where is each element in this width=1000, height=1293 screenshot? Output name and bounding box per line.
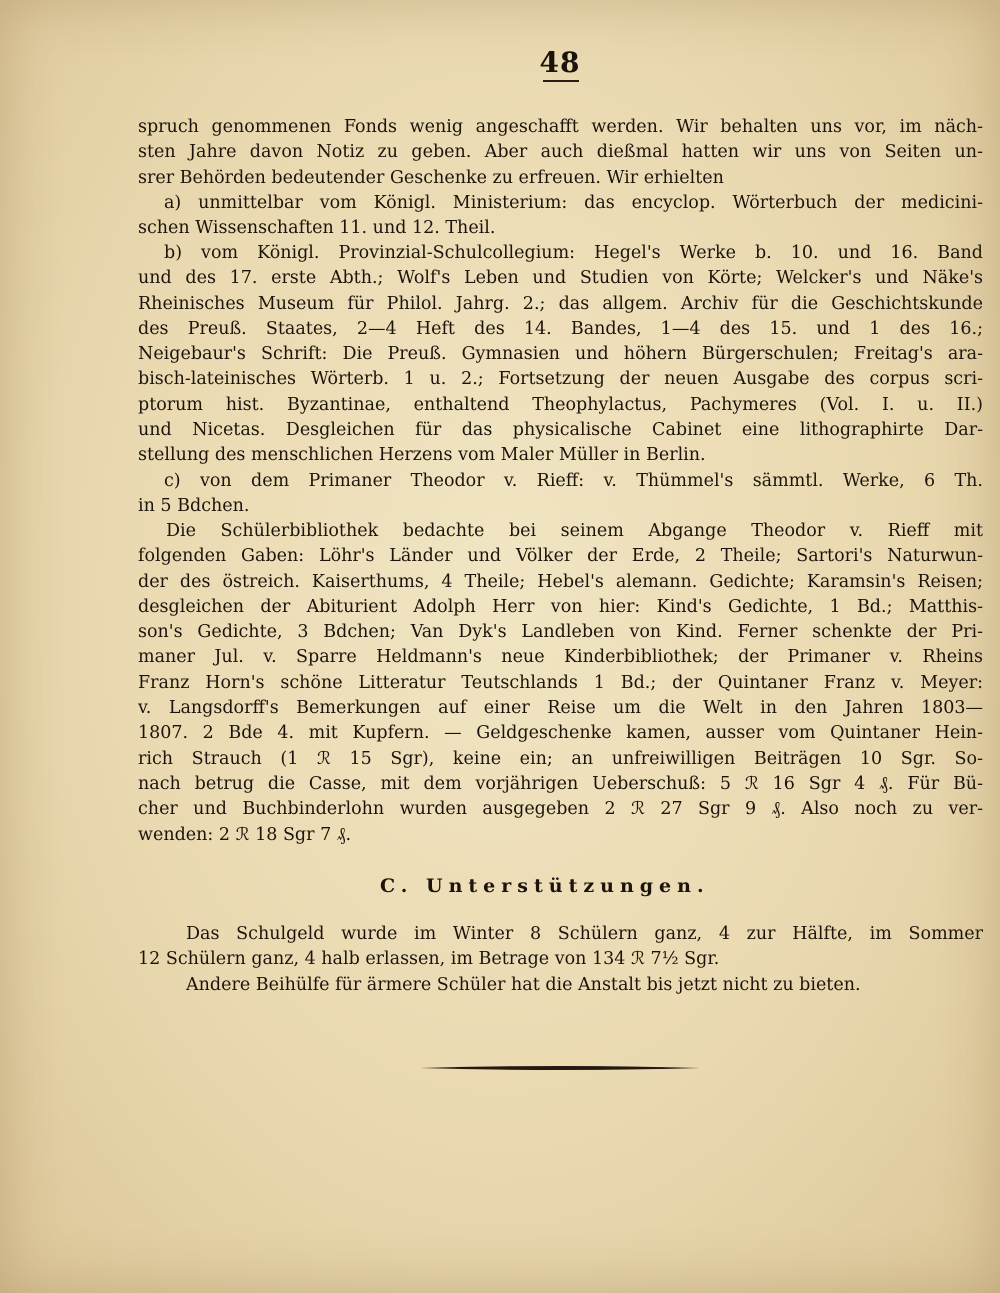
support-paragraph	[138, 922, 983, 998]
text-line: und Nicetas. Desgleichen für das physicalische Cabinet eine lithographirte Dar-	[138, 420, 983, 441]
text-line: Rheinisches Museum für Philol. Jahrg. 2.; das allgem. Archiv für die Geschichtskunde	[138, 293, 983, 314]
text-line: 1807. 2 Bde 4. mit Kupfern. — Geldgeschenke kamen, ausser vom Quintaner Hein-	[138, 723, 983, 744]
text-line: cher und Buchbinderlohn wurden ausgegeben 2 ℛ 27 Sgr 9 ₰. Also noch zu ver-	[138, 799, 983, 820]
text-line: rich Strauch (1 ℛ 15 Sgr), keine ein; an unfreiwilligen Beiträgen 10 Sgr. So-	[138, 748, 983, 769]
closing-rule	[420, 1064, 700, 1072]
library-paragraph	[138, 519, 983, 848]
text-line: c) von dem Primaner Theodor v. Rieff: v. Thümmel's sämmtl. Werke, 6 Th.	[164, 471, 983, 491]
text-line: v. Langsdorff's Bemerkungen auf einer Reise um die Welt in den Jahren 1803—	[138, 698, 983, 719]
text-line: desgleichen der Abiturient Adolph Herr von hier: Kind's Gedichte, 1 Bd.; Matthis-	[138, 596, 983, 617]
intro-paragraph	[138, 115, 983, 191]
text-line: bisch-lateinisches Wörterb. 1 u. 2.; Fortsetzung der neuen Ausgabe des corpus scri-	[138, 369, 983, 390]
text-line: stellung des menschlichen Herzens vom Maler Müller in Berlin.	[138, 445, 706, 466]
page-number: 48	[539, 46, 581, 79]
text-line: in 5 Bdchen.	[138, 496, 250, 517]
item-c	[138, 469, 983, 520]
text-line: spruch genommenen Fonds wenig angeschafft werden. Wir behalten uns vor, im näch-	[138, 117, 983, 137]
text-line: der des östreich. Kaiserthums, 4 Theile; Hebel's alemann. Gedichte; Karamsin's Reisen;	[138, 571, 983, 592]
text-line: des Preuß. Staates, 2—4 Heft des 14. Bandes, 1—4 des 15. und 1 des 16.;	[138, 318, 983, 339]
text-line: Franz Horn's schöne Litteratur Teutschlands 1 Bd.; der Quintaner Franz v. Meyer:	[138, 672, 983, 693]
text-line: 12 Schülern ganz, 4 halb erlassen, im Betrage von 134 ℛ 7½ Sgr.	[138, 949, 720, 970]
item-a	[138, 191, 983, 242]
text-line: nach betrug die Casse, mit dem vorjährigen Ueberschuß: 5 ℛ 16 Sgr 4 ₰. Für Bü-	[138, 773, 983, 794]
section-heading: C. Unterstützungen.	[380, 875, 710, 897]
text-line: ptorum hist. Byzantinae, enthaltend Theophylactus, Pachymeres (Vol. I. u. II.)	[138, 394, 983, 415]
item-b	[138, 241, 983, 469]
text-line: Andere Beihülfe für ärmere Schüler hat die Anstalt bis jetzt nicht zu bieten.	[186, 974, 861, 995]
text-line: maner Jul. v. Sparre Heldmann's neue Kinderbibliothek; der Primaner v. Rheins	[138, 647, 983, 668]
text-line: sten Jahre davon Notiz zu geben. Aber auch dießmal hatten wir uns von Seiten un-	[138, 142, 983, 163]
text-line: son's Gedichte, 3 Bdchen; Van Dyk's Landleben von Kind. Ferner schenkte der Pri-	[138, 622, 983, 643]
text-line: Das Schulgeld wurde im Winter 8 Schülern ganz, 4 zur Hälfte, im Sommer	[186, 924, 983, 944]
text-line: Die Schülerbibliothek bedachte bei seinem Abgange Theodor v. Rieff mit	[166, 521, 983, 541]
text-line: srer Behörden bedeutender Geschenke zu erfreuen. Wir erhielten	[138, 167, 724, 188]
text-line: schen Wissenschaften 11. und 12. Theil.	[138, 218, 496, 239]
text-line: folgenden Gaben: Löhr's Länder und Völker der Erde, 2 Theile; Sartori's Naturwun-	[138, 546, 983, 567]
text-line: a) unmittelbar vom Königl. Ministerium: das encyclop. Wörterbuch der medicini-	[164, 193, 983, 213]
page-number-underline	[543, 80, 579, 82]
text-line: b) vom Königl. Provinzial-Schulcollegium: Hegel's Werke b. 10. und 16. Band	[164, 243, 983, 263]
text-line: wenden: 2 ℛ 18 Sgr 7 ₰.	[138, 824, 352, 845]
text-line: und des 17. erste Abth.; Wolf's Leben und Studien von Körte; Welcker's und Näke's	[138, 268, 983, 289]
text-line: Neigebaur's Schrift: Die Preuß. Gymnasien und höhern Bürgerschulen; Freitag's ara-	[138, 344, 983, 365]
